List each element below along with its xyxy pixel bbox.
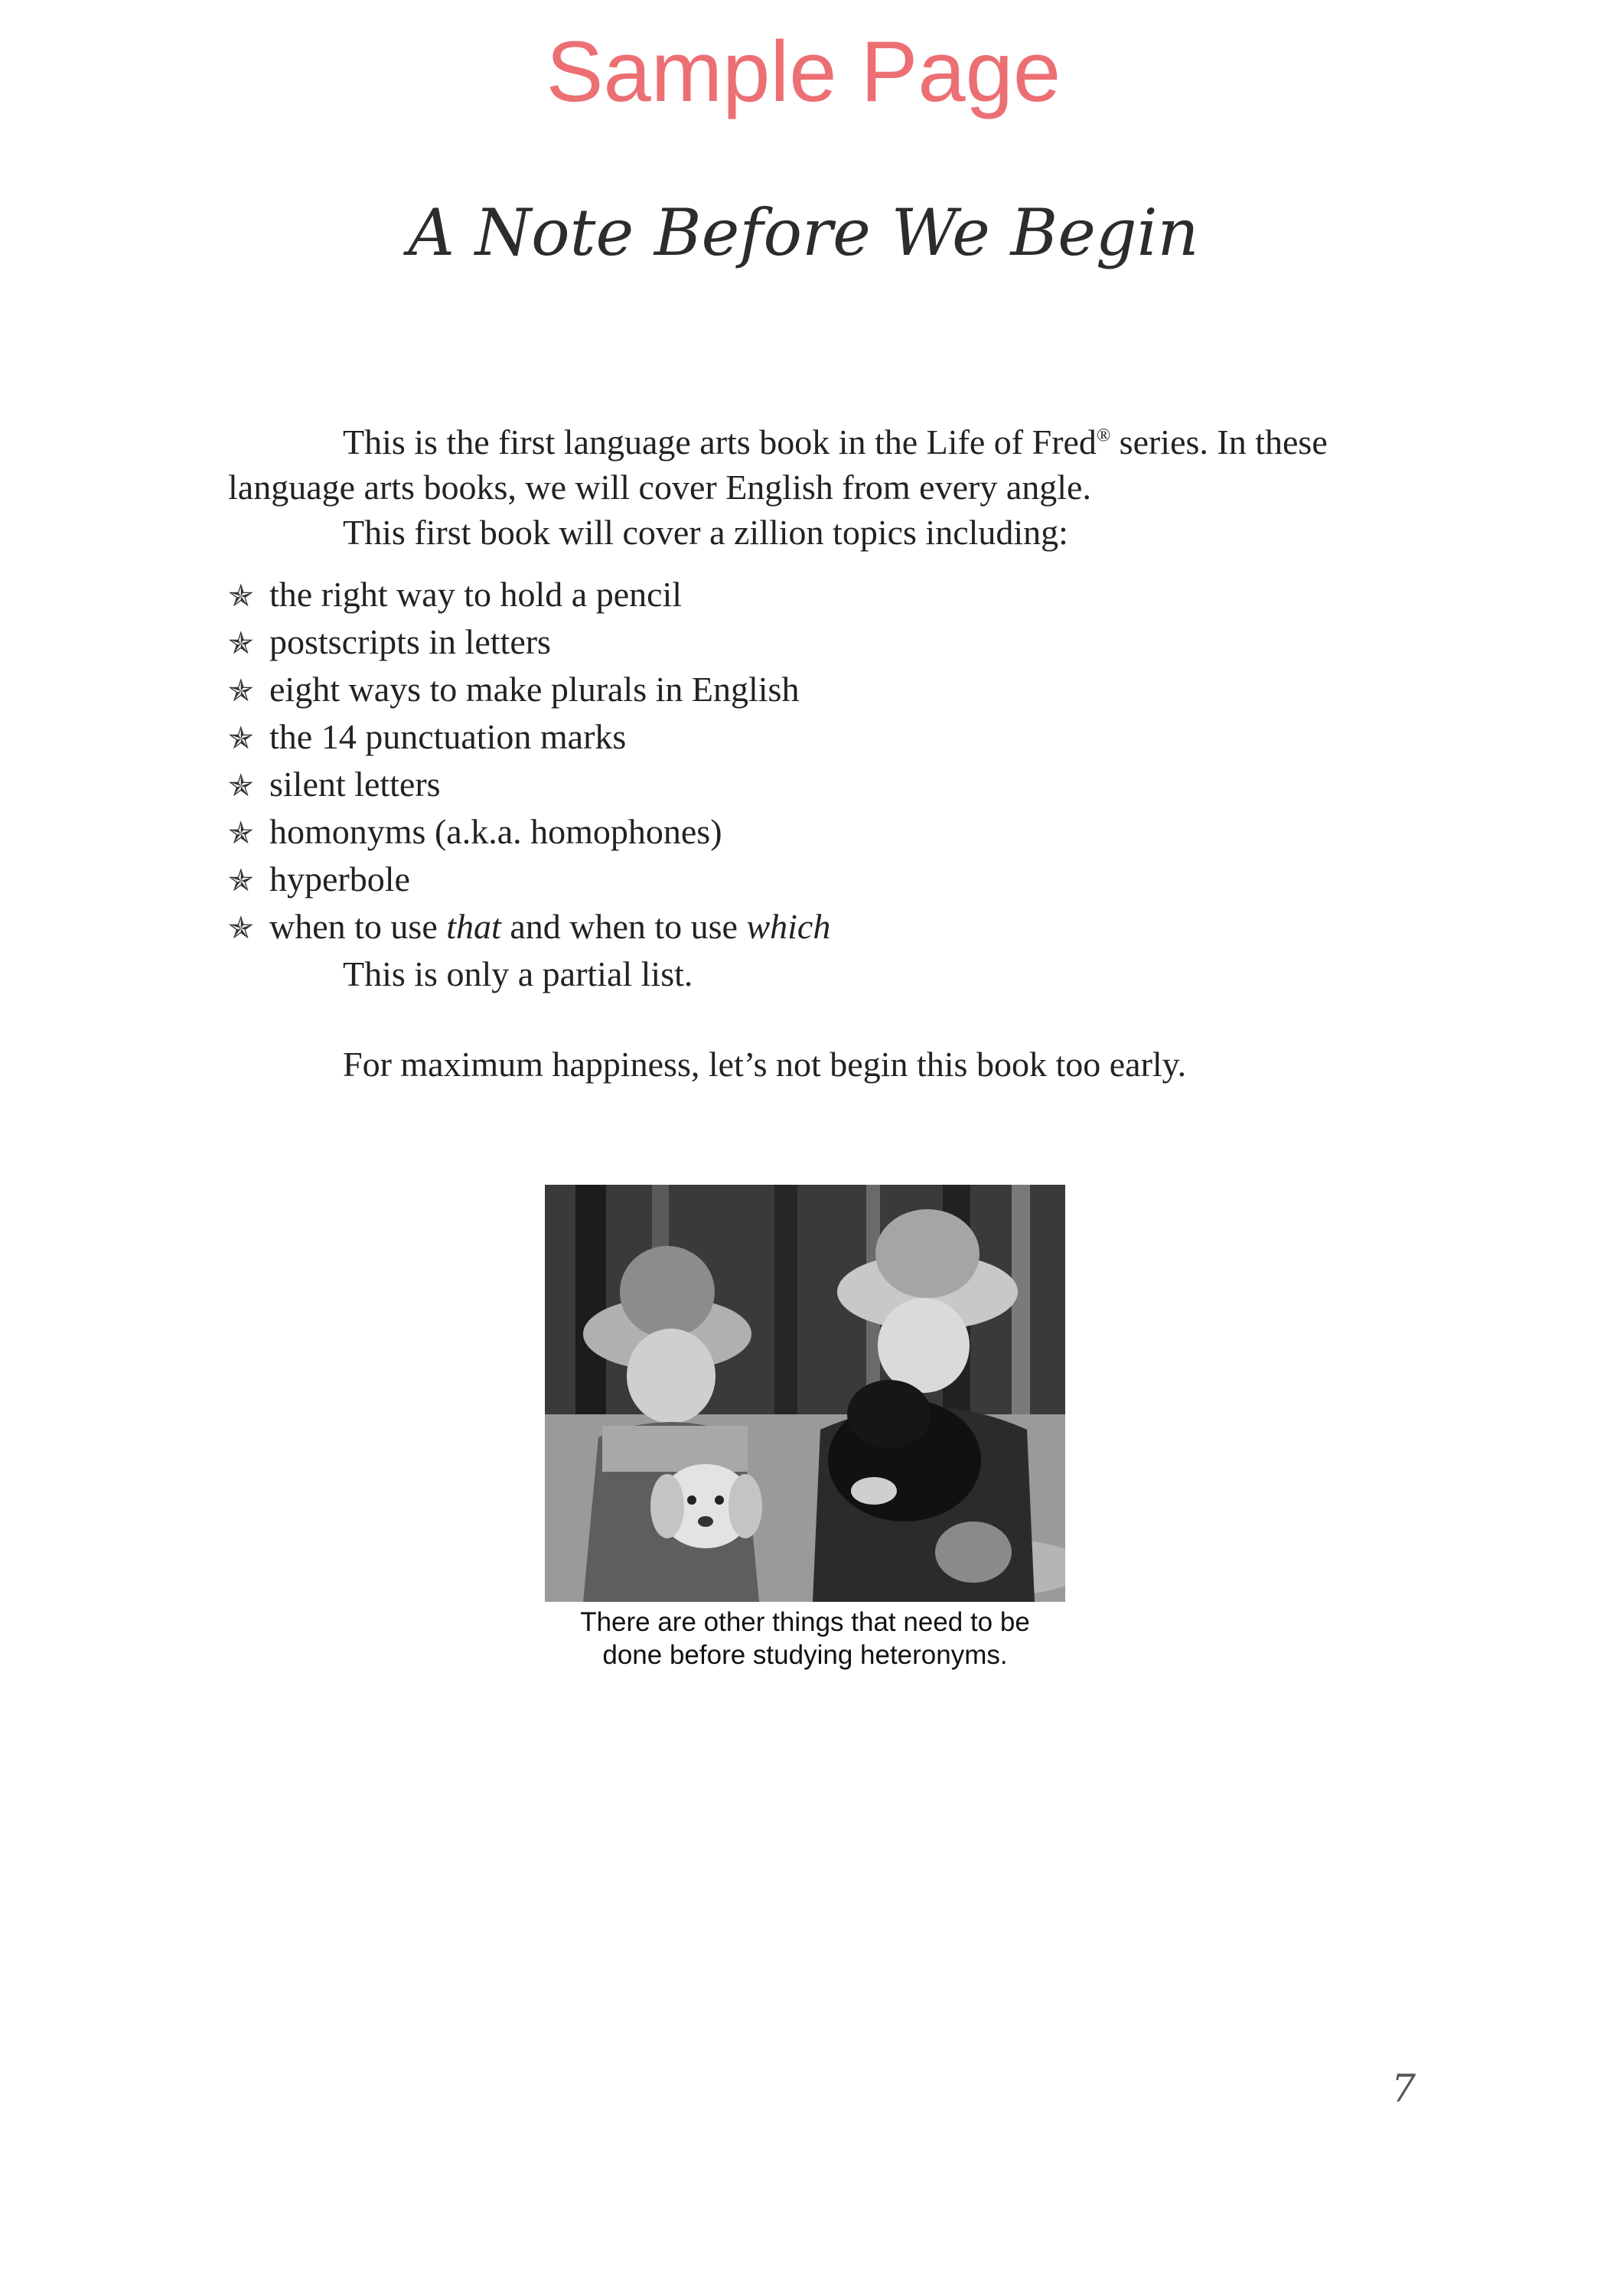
star-bullet-icon: ✯ <box>228 673 254 709</box>
star-bullet-icon: ✯ <box>228 579 254 614</box>
children-with-puppies-photo <box>545 1185 1065 1602</box>
registered-trademark: ® <box>1096 426 1111 446</box>
star-bullet-icon: ✯ <box>228 863 254 899</box>
page-number: 7 <box>1391 2066 1416 2111</box>
star-bullet-icon: ✯ <box>228 768 254 804</box>
star-bullet-icon: ✯ <box>228 721 254 756</box>
star-bullet-icon: ✯ <box>228 816 254 851</box>
partial-list-note: This is only a partial list. <box>343 954 693 993</box>
photo-illustration <box>545 1185 1065 1602</box>
closing-paragraph: For maximum happiness, let’s not begin this book too early. <box>343 1045 1187 1084</box>
list-item: ✯ eight ways to make plurals in English <box>228 667 1345 714</box>
list-item: ✯ the right way to hold a pencil <box>228 572 1345 619</box>
chapter-title: A Note Before We Begin <box>408 195 1199 270</box>
photo-caption: There are other things that need to be done before studying heteronyms. <box>580 1607 1030 1670</box>
paragraph-spacer <box>228 996 1345 1042</box>
topics-intro: This first book will cover a zillion topics including: <box>343 513 1068 552</box>
topics-list <box>228 572 1345 951</box>
intro-paragraph: This is the first language arts book in the Life of Fred® series. In these language arts books, we will cover English from every angle. <box>228 422 1328 507</box>
list-item: ✯ hyperbole <box>228 856 1345 904</box>
list-item: ✯ when to use that and when to use which <box>228 904 1345 951</box>
body-text <box>228 419 1345 1087</box>
list-item: ✯ silent letters <box>228 762 1345 809</box>
list-item: ✯ postscripts in letters <box>228 619 1345 667</box>
list-item: ✯ the 14 punctuation marks <box>228 714 1345 762</box>
list-item: ✯ homonyms (a.k.a. homophones) <box>228 809 1345 856</box>
star-bullet-icon: ✯ <box>228 911 254 946</box>
sample-page-watermark: Sample Page <box>546 24 1061 119</box>
star-bullet-icon: ✯ <box>228 626 254 661</box>
